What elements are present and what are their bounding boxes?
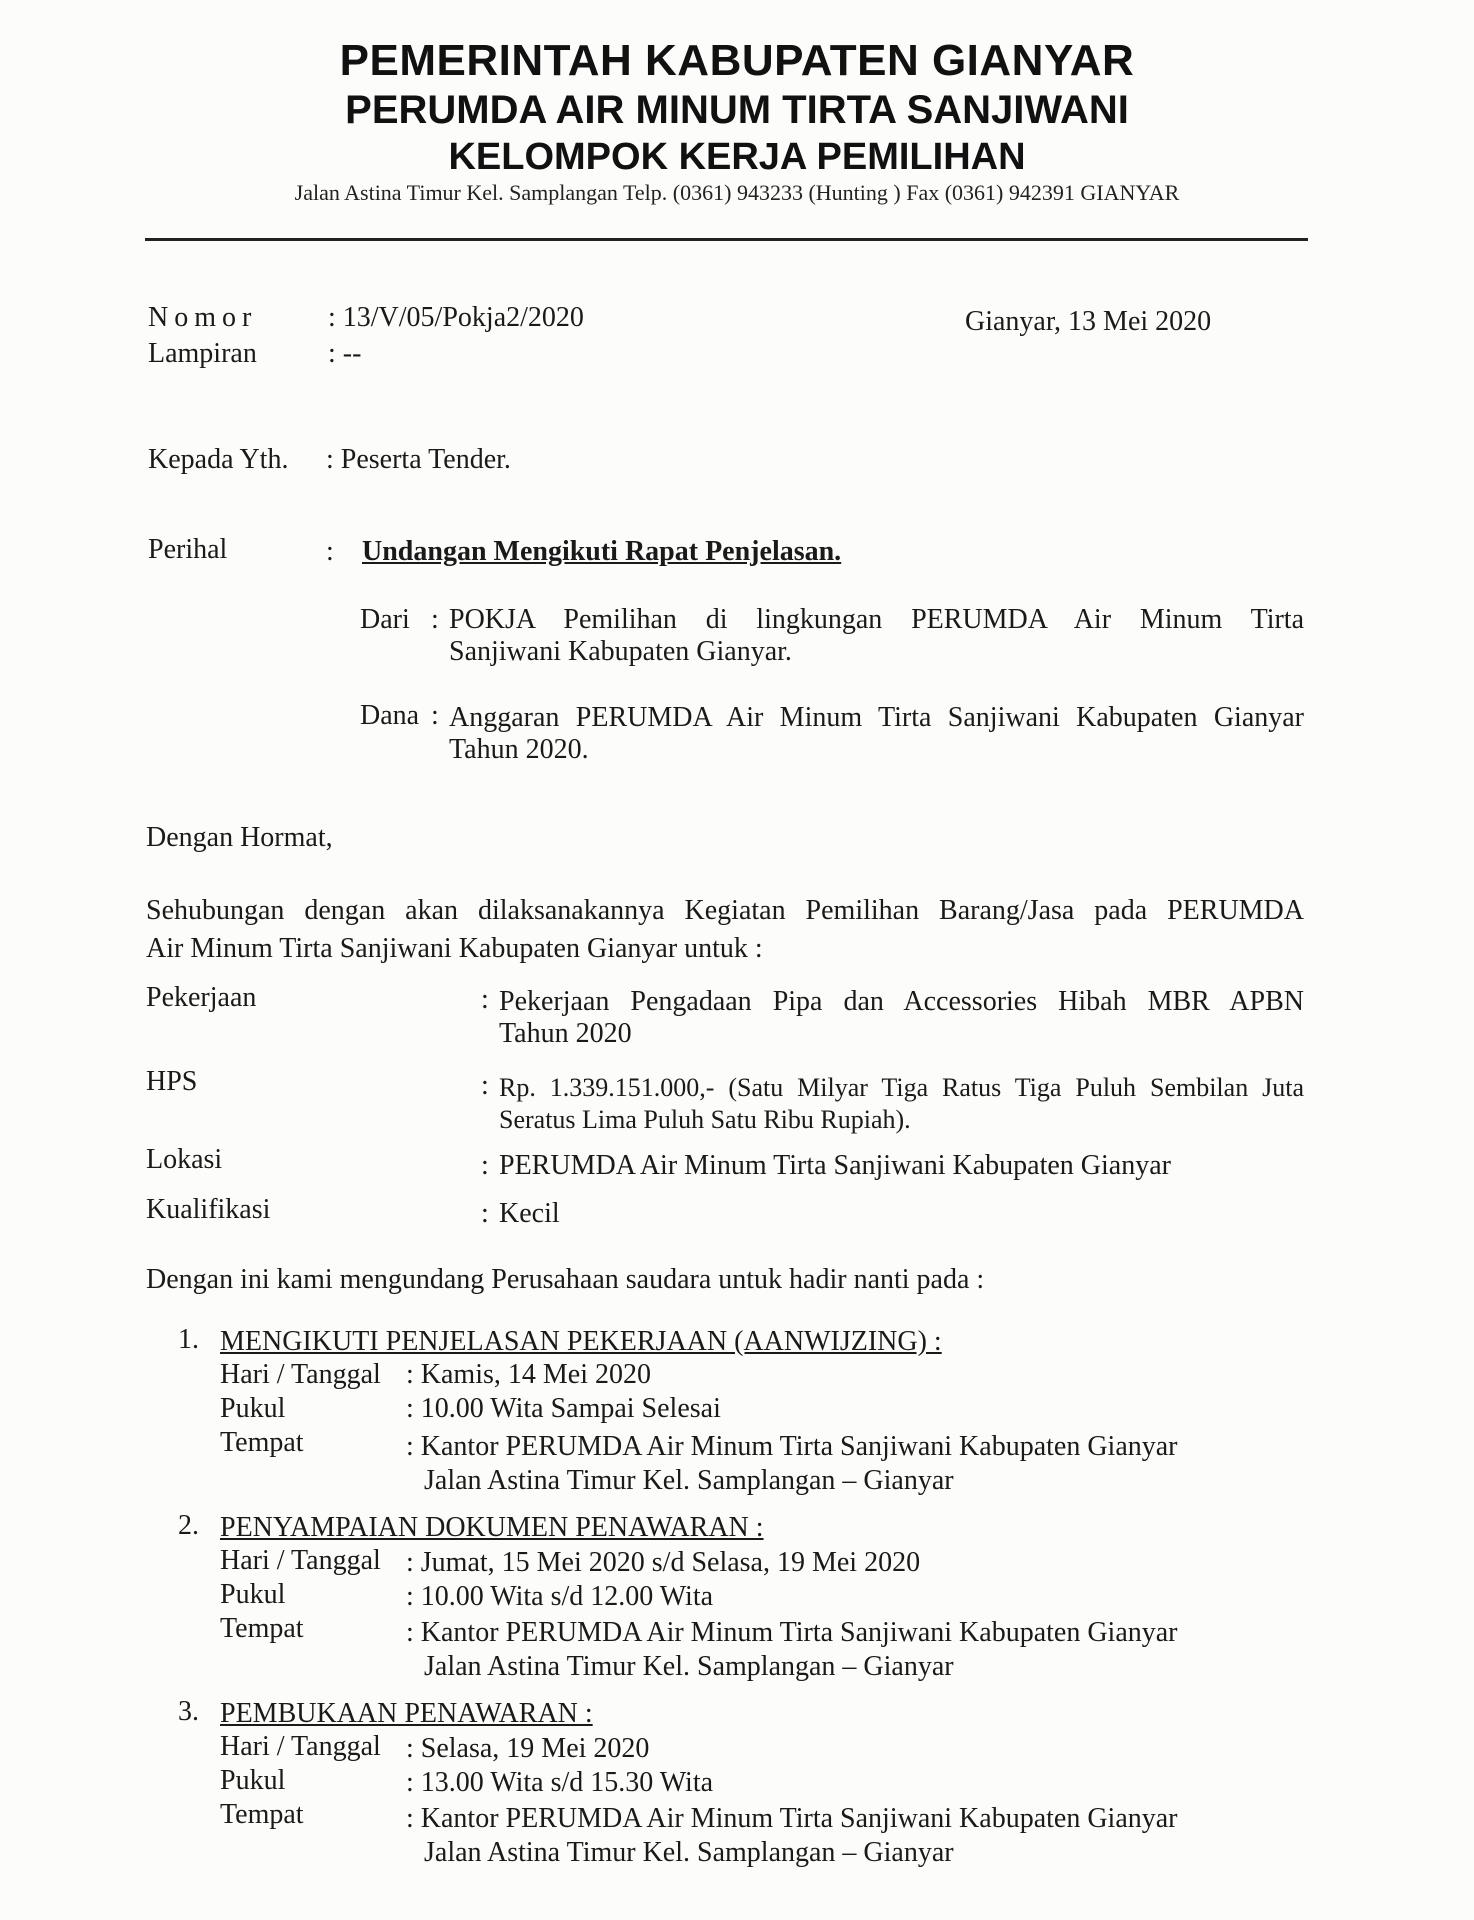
agenda-3-tempat-value: : Kantor PERUMDA Air Minum Tirta Sanjiwani Kabupaten Gianyar	[406, 1803, 1178, 1834]
intro-line-2: Air Minum Tirta Sanjiwani Kabupaten Gianyar untuk :	[146, 933, 763, 964]
agenda-2-tempat-address: Jalan Astina Timur Kel. Samplangan – Gianyar	[424, 1651, 954, 1682]
kualifikasi-value: Kecil	[499, 1198, 560, 1229]
agenda-3-title: PEMBUKAAN PENAWARAN :	[220, 1698, 593, 1729]
letterhead-divider	[145, 238, 1308, 241]
hps-line-1: Rp. 1.339.151.000,- (Satu Milyar Tiga Ratus Tiga Puluh Sembilan Juta	[499, 1073, 1304, 1102]
pekerjaan-label: Pekerjaan	[146, 982, 257, 1013]
lampiran-value: : --	[328, 338, 362, 369]
hps-label: HPS	[146, 1066, 198, 1097]
pekerjaan-colon: :	[481, 984, 489, 1015]
letterhead-address: Jalan Astina Timur Kel. Samplangan Telp. (0361) 943233 (Hunting ) Fax (0361) 942391 GIANYAR	[294, 180, 1180, 205]
lokasi-colon: :	[481, 1150, 489, 1181]
agenda-2-hari-value: : Jumat, 15 Mei 2020 s/d Selasa, 19 Mei 2020	[406, 1547, 921, 1578]
letter-date: Gianyar, 13 Mei 2020	[965, 306, 1212, 337]
pekerjaan-line-2: Tahun 2020	[499, 1018, 632, 1049]
dari-line-2: Sanjiwani Kabupaten Gianyar.	[449, 636, 792, 667]
dana-line-1: Anggaran PERUMDA Air Minum Tirta Sanjiwani Kabupaten Gianyar	[449, 702, 1304, 733]
greeting: Dengan Hormat,	[146, 822, 333, 853]
intro-line-1: Sehubungan dengan akan dilaksanakannya Kegiatan Pemilihan Barang/Jasa pada PERUMDA	[146, 895, 1304, 926]
agenda-2-tempat-value: : Kantor PERUMDA Air Minum Tirta Sanjiwani Kabupaten Gianyar	[406, 1617, 1178, 1648]
kualifikasi-label: Kualifikasi	[146, 1194, 271, 1225]
dana-text	[449, 702, 1304, 766]
agenda-3-hari-value: : Selasa, 19 Mei 2020	[406, 1733, 650, 1764]
intro-paragraph	[146, 892, 1304, 968]
dari-label: Dari	[360, 604, 410, 635]
agenda-2-pukul-value: : 10.00 Wita s/d 12.00 Wita	[406, 1581, 714, 1612]
agenda-1-tempat-value: : Kantor PERUMDA Air Minum Tirta Sanjiwani Kabupaten Gianyar	[406, 1431, 1178, 1462]
lokasi-value: PERUMDA Air Minum Tirta Sanjiwani Kabupaten Gianyar	[499, 1150, 1171, 1181]
pekerjaan-text	[499, 986, 1304, 1050]
kepada-value: : Peserta Tender.	[326, 444, 511, 475]
nomor-label: Nomor	[148, 302, 258, 333]
hps-text	[499, 1072, 1304, 1136]
agenda-1-tempat-label: Tempat	[220, 1427, 304, 1458]
agenda-2-hari-label: Hari / Tanggal	[220, 1545, 381, 1576]
agenda-3-hari-label: Hari / Tanggal	[220, 1731, 381, 1762]
hps-colon: :	[481, 1070, 489, 1101]
perihal-subject: Undangan Mengikuti Rapat Penjelasan.	[362, 536, 842, 567]
nomor-value: : 13/V/05/Pokja2/2020	[328, 302, 584, 333]
agenda-1-hari-label: Hari / Tanggal	[220, 1359, 381, 1390]
dana-line-2: Tahun 2020.	[449, 734, 589, 765]
agenda-3-tempat-address: Jalan Astina Timur Kel. Samplangan – Gianyar	[424, 1837, 954, 1868]
agenda-1-hari-value: : Kamis, 14 Mei 2020	[406, 1359, 651, 1390]
hps-line-2: Seratus Lima Puluh Satu Ribu Rupiah).	[499, 1105, 911, 1134]
agenda-3-pukul-value: : 13.00 Wita s/d 15.30 Wita	[406, 1767, 714, 1798]
agenda-2-title: PENYAMPAIAN DOKUMEN PENAWARAN :	[220, 1512, 764, 1543]
agenda-1-tempat-address: Jalan Astina Timur Kel. Samplangan – Gianyar	[424, 1465, 954, 1496]
agenda-1-title: MENGIKUTI PENJELASAN PEKERJAAN (AANWIJZING) :	[220, 1326, 942, 1357]
agenda-3-number: 3.	[178, 1696, 199, 1727]
dari-colon: :	[431, 604, 439, 635]
agenda-2-number: 2.	[178, 1510, 199, 1541]
agenda-1-pukul-label: Pukul	[220, 1393, 286, 1424]
agenda-3-tempat-label: Tempat	[220, 1799, 304, 1830]
lokasi-label: Lokasi	[146, 1144, 223, 1175]
agenda-3-pukul-label: Pukul	[220, 1765, 286, 1796]
letterhead-unit: KELOMPOK KERJA PEMILIHAN	[448, 136, 1026, 178]
kepada-label: Kepada Yth.	[148, 444, 289, 475]
lampiran-label: Lampiran	[148, 338, 257, 369]
dari-text	[449, 604, 1304, 668]
perihal-colon: :	[326, 536, 334, 567]
agenda-2-tempat-label: Tempat	[220, 1613, 304, 1644]
kualifikasi-colon: :	[481, 1198, 489, 1229]
dana-colon: :	[431, 700, 439, 731]
agenda-1-number: 1.	[178, 1324, 199, 1355]
letterhead-government: PEMERINTAH KABUPATEN GIANYAR	[339, 36, 1135, 85]
perihal-label: Perihal	[148, 534, 228, 565]
pekerjaan-line-1: Pekerjaan Pengadaan Pipa dan Accessories Hibah MBR APBN	[499, 986, 1304, 1017]
letterhead-company: PERUMDA AIR MINUM TIRTA SANJIWANI	[345, 88, 1129, 132]
agenda-2-pukul-label: Pukul	[220, 1579, 286, 1610]
agenda-1-pukul-value: : 10.00 Wita Sampai Selesai	[406, 1393, 721, 1424]
dana-label: Dana	[360, 700, 420, 731]
invitation-text: Dengan ini kami mengundang Perusahaan saudara untuk hadir nanti pada :	[146, 1264, 985, 1295]
dari-line-1: POKJA Pemilihan di lingkungan PERUMDA Air Minum Tirta	[449, 604, 1304, 635]
